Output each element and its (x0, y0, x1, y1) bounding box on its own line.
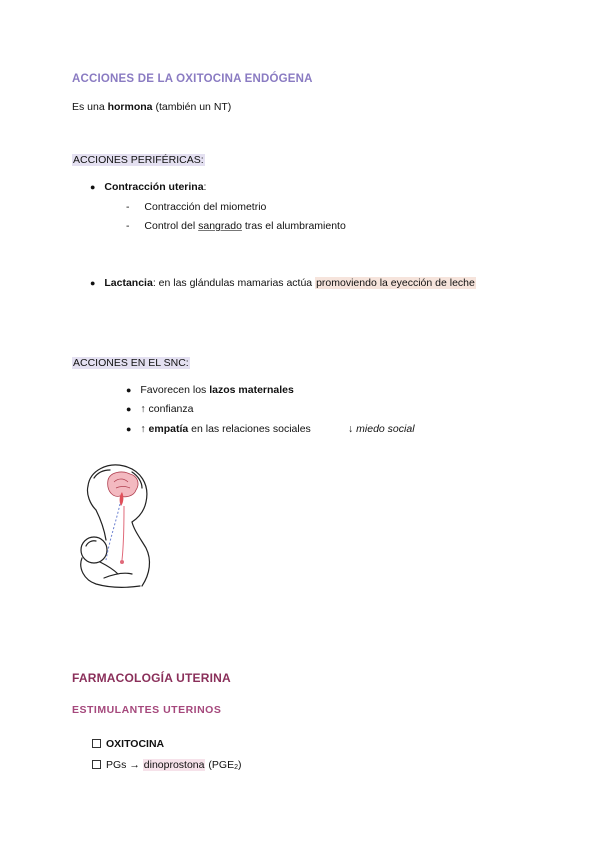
dash-icon: - (126, 220, 130, 232)
checkbox-icon[interactable] (92, 739, 101, 748)
checklist-item-pgs (92, 758, 241, 775)
snc-item-empatia (126, 422, 311, 436)
pge-label: (PGE (205, 759, 235, 771)
sangrado-pre: Control del (144, 220, 199, 232)
contraccion-bold: Contracción uterina (104, 181, 204, 193)
confianza-text: confianza (145, 403, 194, 415)
contraccion-post: : (203, 181, 207, 193)
checklist-item-oxitocina (92, 737, 164, 751)
perifericas-heading (72, 153, 205, 167)
estimulantes-subheading: ESTIMULANTES UTERINOS (72, 704, 222, 716)
arrow-up-icon: ↑ (140, 423, 146, 435)
checkbox-icon[interactable] (92, 760, 101, 769)
section-title-oxitocina: ACCIONES DE LA OXITOCINA ENDÓGENA (72, 73, 313, 85)
dinoprostona-highlight: dinoprostona (143, 759, 205, 771)
snc-item-lazos (126, 383, 294, 397)
intro-post: (también un NT) (152, 101, 232, 113)
intro-bold: hormona (107, 101, 153, 113)
oxitocina-label: OXITOCINA (106, 738, 165, 750)
lazos-bold: lazos maternales (209, 384, 294, 396)
snc-heading (72, 356, 190, 370)
snc-item-miedo (348, 422, 415, 436)
miedo-italic: miedo social (356, 423, 415, 435)
lazos-pre: Favorecen los (140, 384, 210, 396)
arrow-up-icon: ↑ (140, 403, 146, 415)
bullet-dot-icon: ● (126, 424, 132, 434)
sub-item-sangrado (126, 219, 346, 233)
snc-item-confianza (126, 402, 193, 416)
bullet-dot-icon: ● (126, 404, 132, 414)
lactancia-bold: Lactancia (104, 277, 153, 289)
bullet-contraccion (90, 180, 206, 194)
intro-pre: Es una (72, 101, 108, 113)
sangrado-post: tras el alumbramiento (241, 220, 346, 232)
pgs-pre: PGs → (106, 759, 143, 771)
snc-heading-text: ACCIONES EN EL SNC: (73, 357, 189, 369)
bullet-lactancia (90, 276, 476, 290)
bullet-dot-icon: ● (90, 278, 96, 288)
lactancia-mid: : en las glándulas mamarias actúa (152, 277, 316, 289)
arrow-down-icon: ↓ (348, 423, 354, 435)
farmacologia-heading: FARMACOLOGÍA UTERINA (72, 671, 231, 685)
bullet-dot-icon: ● (126, 385, 132, 395)
empatia-text: en las relaciones sociales (188, 423, 311, 435)
perifericas-heading-text: ACCIONES PERIFÉRICAS: (73, 154, 204, 166)
dash-icon: - (126, 201, 130, 213)
sub-item-miometrio-text: Contracción del miometrio (144, 201, 267, 213)
mother-breastfeeding-brain-illustration-icon (74, 462, 156, 592)
sangrado-underlined: sangrado (198, 220, 242, 232)
intro-line (72, 100, 231, 114)
pge-subscript: 2 (234, 764, 238, 771)
lactancia-highlight: promoviendo la eyección de leche (316, 277, 475, 289)
pge-close: ) (237, 759, 242, 771)
empatia-bold: empatía (148, 423, 189, 435)
bullet-dot-icon: ● (90, 182, 96, 192)
sub-item-miometrio (126, 200, 266, 214)
